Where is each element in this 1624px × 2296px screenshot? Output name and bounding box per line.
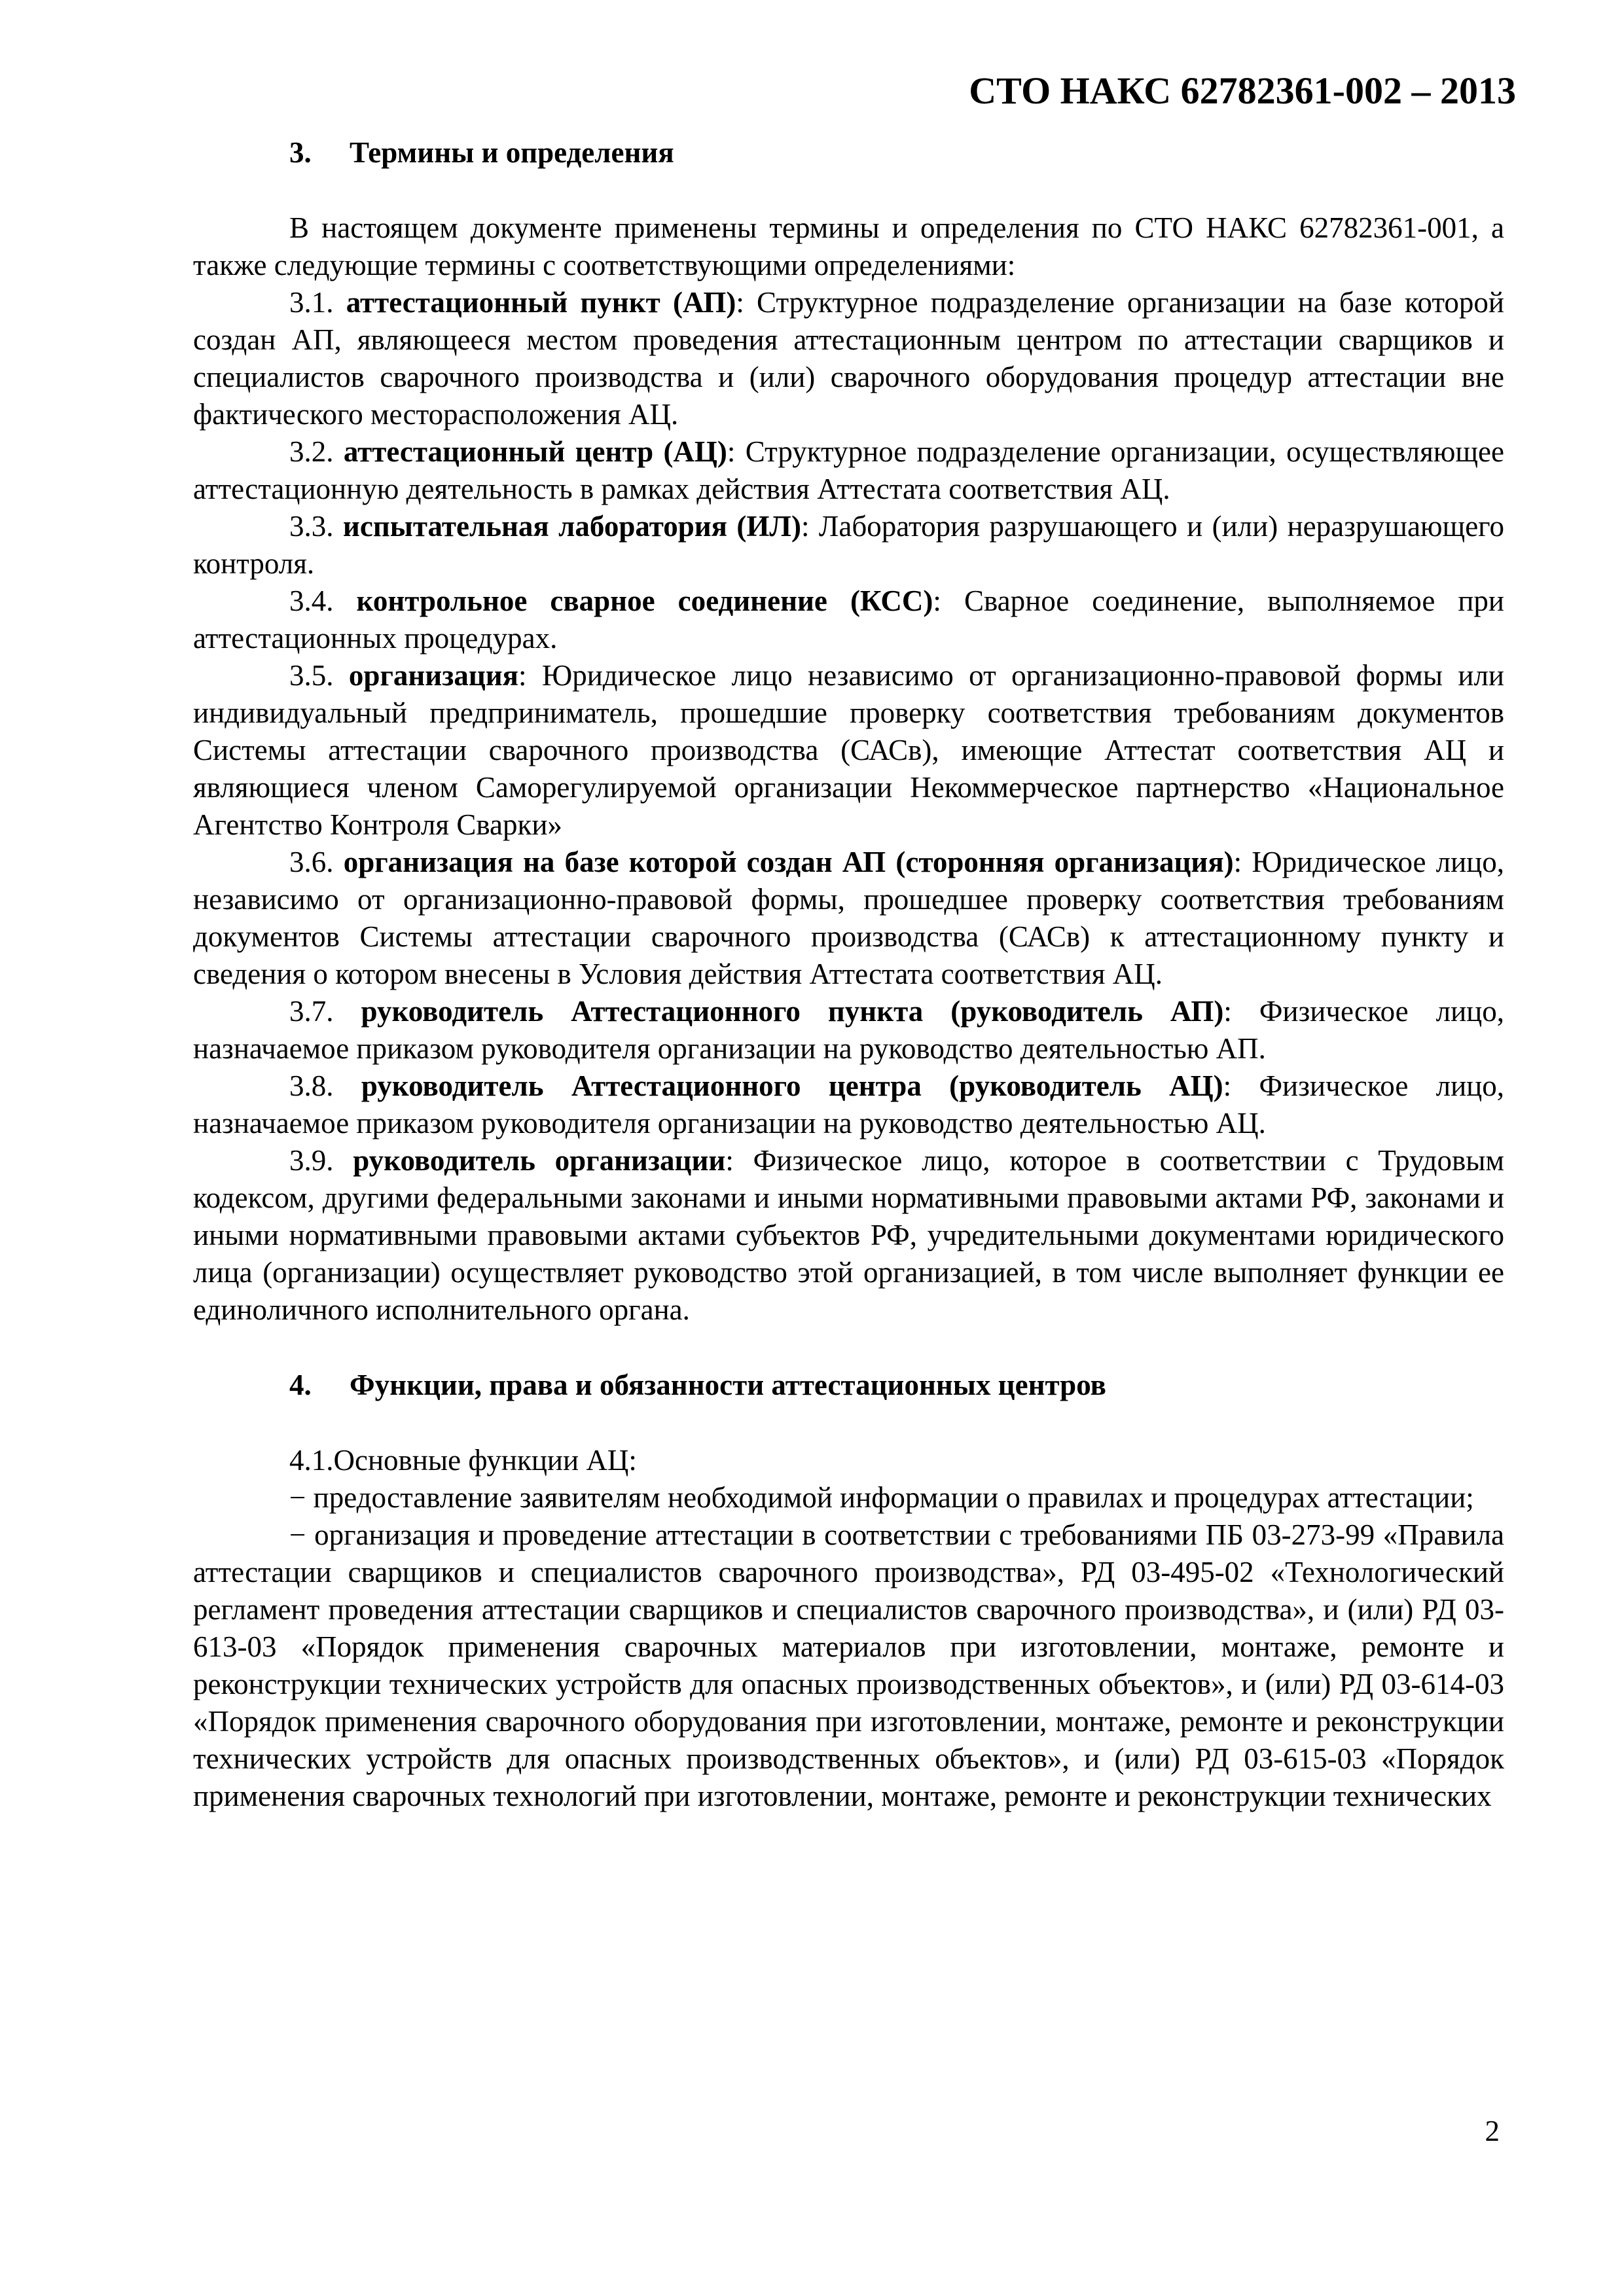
definition-number: 3.5. bbox=[289, 659, 334, 692]
definition-3-8 bbox=[193, 1067, 1504, 1142]
definition-text: : Юридическое лицо, независимо от организационно-правовой формы, прошедшее проверку соответствия требованиям документов Системы аттестации сварочного производства (САСв) к аттестационному пункту и сведения о котором внесены в Условия действия Аттестата соответствия АЦ. bbox=[193, 846, 1505, 990]
function-item: − организация и проведение аттестации в соответствии с требованиями ПБ 03-273-99 «Правила аттестации сварщиков и специалистов сварочного производства», РД 03-495-02 «Технологический регламент проведения аттестации сварщиков и специалистов сварочного производства», и (или) РД 03-613-03 «Порядок применения сварочных материалов при изготовлении, монтаже, ремонте и реконструкции технических устройств для опасных производственных объектов», и (или) РД 03-614-03 «Порядок применения сварочного оборудования при изготовлении, монтаже, ремонте и реконструкции технических устройств для опасных производственных объектов», и (или) РД 03-615-03 «Порядок применения сварочных технологий при изготовлении, монтаже, ремонте и реконструкции технических bbox=[193, 1518, 1504, 1812]
definition-3-7 bbox=[193, 993, 1504, 1067]
definition-term: организация на базе которой создан АП (сторонняя организация) bbox=[343, 846, 1234, 878]
definition-term: испытательная лаборатория (ИЛ) bbox=[342, 510, 801, 543]
definition-3-5 bbox=[193, 657, 1504, 844]
definition-text: : Сварное соединение, выполняемое при аттестационных процедурах. bbox=[193, 584, 1505, 655]
definition-3-3 bbox=[193, 508, 1504, 583]
document-code-header: СТО НАКС 62782361-002 – 2013 bbox=[969, 69, 1516, 112]
definition-number: 3.8. bbox=[289, 1069, 334, 1102]
section-3-title: Термины и определения bbox=[350, 136, 674, 169]
definition-term: руководитель Аттестационного пункта (руководитель АП) bbox=[361, 995, 1224, 1028]
definition-text: : Структурное подразделение организации, осуществляющее аттестационную деятельность в рамках действия Аттестата соответствия АЦ. bbox=[193, 435, 1504, 505]
definition-term: аттестационный центр (АЦ) bbox=[343, 435, 727, 468]
section-4-heading bbox=[193, 1367, 1504, 1404]
section-3-number: 3. bbox=[289, 136, 312, 169]
function-item: − предоставление заявителям необходимой информации о правилах и процедурах аттестации; bbox=[289, 1481, 1474, 1514]
definition-number: 3.1. bbox=[289, 286, 334, 319]
page-number: 2 bbox=[1485, 2115, 1500, 2147]
definition-term: контрольное сварное соединение (КСС) bbox=[356, 584, 933, 617]
definition-3-9 bbox=[193, 1142, 1504, 1329]
section-3-intro: В настоящем документе применены термины и определения по СТО НАКС 62782361-001, а также следующие термины с соответствующими определениями: bbox=[193, 211, 1504, 281]
definition-3-1 bbox=[193, 284, 1504, 433]
definition-number: 3.3. bbox=[289, 510, 334, 543]
section-4-title: Функции, права и обязанности аттестационных центров bbox=[350, 1369, 1106, 1401]
definition-number: 3.6. bbox=[289, 846, 334, 878]
subsection-4-1-heading: 4.1.Основные функции АЦ: bbox=[289, 1444, 637, 1477]
definition-term: руководитель Аттестационного центра (руководитель АЦ) bbox=[361, 1069, 1223, 1102]
section-4-number: 4. bbox=[289, 1369, 312, 1401]
document-body bbox=[193, 134, 1504, 1815]
definition-number: 3.4. bbox=[289, 584, 334, 617]
definition-term: организация bbox=[348, 659, 519, 692]
definition-number: 3.2. bbox=[289, 435, 334, 468]
definition-term: руководитель организации bbox=[353, 1144, 726, 1177]
definition-3-4 bbox=[193, 583, 1504, 657]
definition-text: : Физическое лицо, назначаемое приказом руководителя организации на руководство деятельностью АП. bbox=[193, 995, 1504, 1065]
definition-text: : Физическое лицо, которое в соответствии с Трудовым кодексом, другими федеральными законами и иными нормативными правовыми актами РФ, законами и иными нормативными правовыми актами субъектов РФ, учредительными документами юридического лица (организации) осуществляет руководство этой организацией, в том числе выполняет функции ее единоличного исполнительного органа. bbox=[193, 1144, 1505, 1326]
definition-text: : Лаборатория разрушающего и (или) неразрушающего контроля. bbox=[193, 510, 1505, 580]
definition-number: 3.7. bbox=[289, 995, 334, 1028]
section-3-heading bbox=[193, 134, 1504, 171]
definition-number: 3.9. bbox=[289, 1144, 334, 1177]
definition-text: : Структурное подразделение организации на базе которой создан АП, являющееся местом проведения аттестационным центром по аттестации сварщиков и специалистов сварочного производства и (или) сварочного оборудования процедур аттестации вне фактического месторасположения АЦ. bbox=[193, 286, 1504, 431]
definition-text: : Физическое лицо, назначаемое приказом руководителя организации на руководство деятельностью АЦ. bbox=[193, 1069, 1505, 1139]
definition-text: : Юридическое лицо независимо от организационно-правовой формы или индивидуальный предприниматель, прошедшие проверку соответствия требованиям документов Системы аттестации сварочного производства (САСв), имеющие Аттестат соответствия АЦ и являющиеся членом Саморегулируемой организации Некоммерческое партнерство «Национальное Агентство Контроля Сварки» bbox=[193, 659, 1504, 841]
definition-3-6 bbox=[193, 844, 1504, 993]
definition-3-2 bbox=[193, 433, 1504, 508]
definition-term: аттестационный пункт (АП) bbox=[346, 286, 736, 319]
